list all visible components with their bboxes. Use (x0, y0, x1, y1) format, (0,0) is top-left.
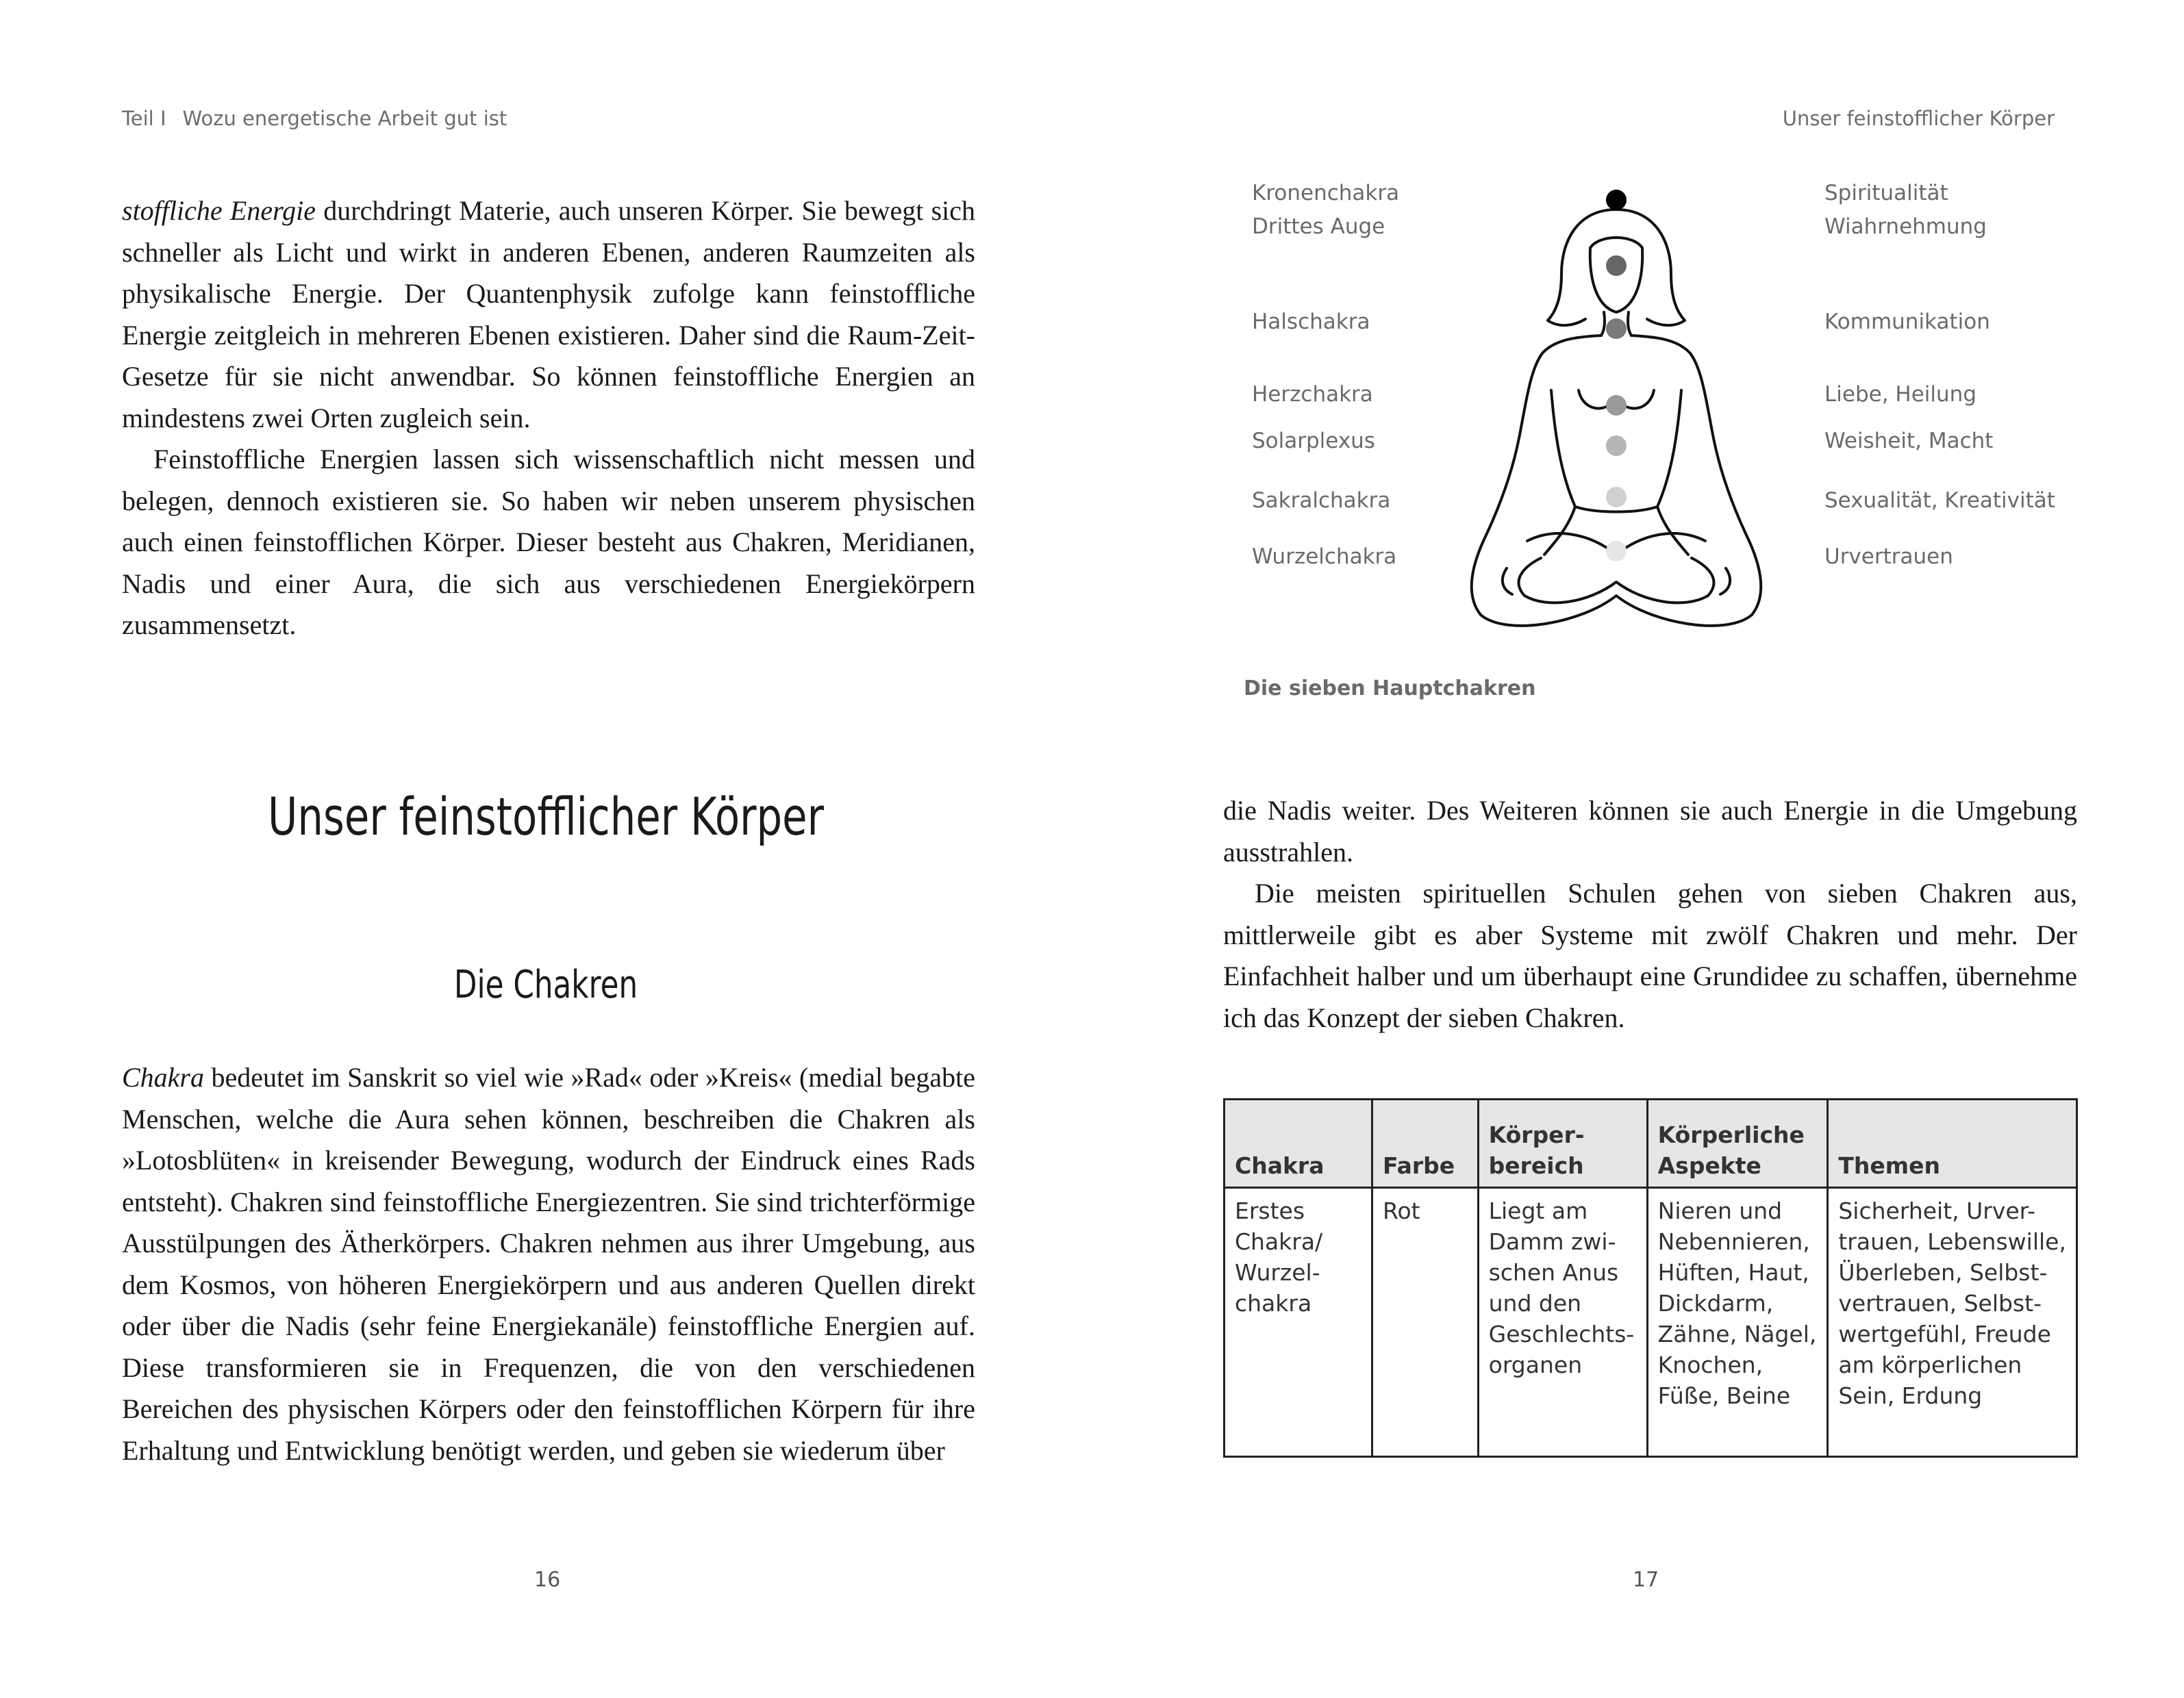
theme-label-heart: Liebe, Heilung (1824, 382, 1976, 407)
header-chakra: Chakra (1225, 1100, 1372, 1188)
chakra-label-heart: Herzchakra (1252, 382, 1373, 407)
chakra-dot-third-eye (1606, 255, 1627, 276)
chakra-label-root: Wurzelchakra (1252, 544, 1397, 569)
italic-lead: stoffliche Energie (122, 195, 316, 226)
paragraph-energy (122, 190, 975, 439)
theme-label-solar-plexus: Weisheit, Macht (1824, 429, 1994, 453)
figure-caption: Die sieben Hauptchakren (1244, 676, 1536, 700)
paragraph-schools: Die meisten spirituellen Schulen gehen von sieben Chakren aus, mittlerweile gibt es aber Systeme mit zwölf Chakren und mehr. Der Einfachheit halber und um überhaupt eine Grundidee zu schaffen, übernehme ich das Konzept der sieben Chakren. (1223, 878, 2077, 1033)
paragraph-chakra (122, 1057, 975, 1471)
chakra-table (1223, 1098, 2078, 1458)
header-farbe: Farbe (1372, 1100, 1479, 1188)
cell-aspekte: Nieren und Nebennieren, Hüften, Haut, Dickdarm, Zähne, Nägel, Knochen, Füße, Beine (1647, 1188, 1828, 1457)
running-head-left (122, 107, 507, 130)
chakra-label-solar-plexus: Solarplexus (1252, 429, 1375, 453)
chakra-dot-crown (1606, 190, 1627, 210)
cell-farbe: Rot (1372, 1188, 1479, 1457)
running-head-right: Unser feinstofflicher Körper (1782, 107, 2055, 130)
table-header-row (1225, 1100, 2077, 1188)
right-page (1092, 0, 2184, 1698)
theme-label-sacral: Sexualität, Kreativität (1824, 488, 2055, 513)
cell-chakra: Erstes Chakra/ Wurzel- chakra (1225, 1188, 1372, 1457)
theme-label-third-eye: Wiahrnehmung (1824, 214, 1987, 239)
section-title: Die Chakren (453, 963, 638, 1007)
meditation-figure-illustration (1438, 185, 1794, 644)
chakra-label-crown: Kronenchakra (1252, 181, 1400, 205)
chakra-label-third-eye: Drittes Auge (1252, 214, 1385, 239)
theme-label-crown: Spiritualität (1824, 181, 1948, 205)
theme-label-throat: Kommunikation (1824, 309, 1990, 334)
header-themen: Themen (1828, 1100, 2077, 1188)
paragraph-text: bedeutet im Sanskrit so viel wie »Rad« oder »Kreis« (medial begabte Menschen, welche die Aura sehen können, beschreiben die Chakren als »Lotosblüten« in kreisender Bewegung, wodurch der Eindruck eines Rads entsteht). Chakren sind feinstoffliche Energiezentren. Sie sind trichterförmige Ausstülpungen des Ätherkörpers. Chakren nehmen aus ihrer Umgebung, aus dem Kosmos, von höheren Energiekörpern und aus anderen Quellen direkt oder über die Nadis (sehr feine Energiekanäle) feinstoffliche Energien auf. Diese transformieren sie in Frequenzen, die von den verschiedenen Bereichen des physischen Körpers oder den feinstofflichen Körpern für ihre Erhaltung und Entwicklung benötigt werden, und geben sie wiederum über (122, 1062, 975, 1466)
page-number-left: 16 (534, 1568, 561, 1592)
chakra-dot-sacral (1606, 487, 1627, 507)
chakra-label-throat: Halschakra (1252, 309, 1370, 334)
chakra-dot-root (1606, 541, 1627, 561)
part-title: Wozu energetische Arbeit gut ist (182, 107, 507, 130)
intro-text (122, 190, 975, 646)
chakra-dot-throat (1606, 318, 1627, 339)
theme-label-root: Urvertrauen (1824, 544, 1953, 569)
header-koerperbereich: Körper- bereich (1478, 1100, 1647, 1188)
chakra-text (122, 1057, 975, 1471)
continued-text (1223, 790, 2077, 1039)
cell-themen: Sicherheit, Urver- trauen, Lebenswille, Überleben, Selbst- vertrauen, Selbst- wertgefühl, Freude am körperlichen Sein, Erdung (1828, 1188, 2077, 1457)
table-row (1225, 1188, 2077, 1457)
chapter-title: Unser feinstofflicher Körper (268, 786, 824, 847)
chakra-dot-heart (1606, 395, 1627, 416)
chakra-label-sacral: Sakralchakra (1252, 488, 1391, 513)
paragraph-nadis: die Nadis weiter. Des Weiteren können sie auch Energie in die Umgebung ausstrahlen. (1223, 795, 2077, 867)
paragraph-text: durchdringt Materie, auch unseren Körper. Sie bewegt sich schneller als Licht und wirkt in anderen Ebenen, anderen Raumzeiten als physikalische Energie. Der Quantenphysik zufolge kann feinstoffliche Energie zeitgleich in mehreren Ebenen existieren. Daher sind die Raum-Zeit-Gesetze für sie nicht anwendbar. So können feinstoffliche Energien an mindestens zwei Orten zugleich sein. (122, 195, 976, 433)
chakra-dot-solar-plexus (1606, 435, 1627, 456)
cell-koerperbereich: Liegt am Damm zwi- schen Anus und den Geschlechts- organen (1478, 1188, 1647, 1457)
page-number-right: 17 (1633, 1568, 1659, 1592)
header-aspekte: Körperliche Aspekte (1647, 1100, 1828, 1188)
part-label: Teil I (122, 107, 166, 130)
paragraph-subtle-body: Feinstoffliche Energien lassen sich wissenschaftlich nicht messen und belegen, dennoch existieren sie. So haben wir neben unserem physischen auch einen feinstofflichen Körper. Dieser besteht aus Chakren, Meridianen, Nadis und einer Aura, die sich aus verschiedenen Energiekörpern zusammensetzt. (122, 444, 975, 640)
italic-lead: Chakra (122, 1062, 204, 1093)
